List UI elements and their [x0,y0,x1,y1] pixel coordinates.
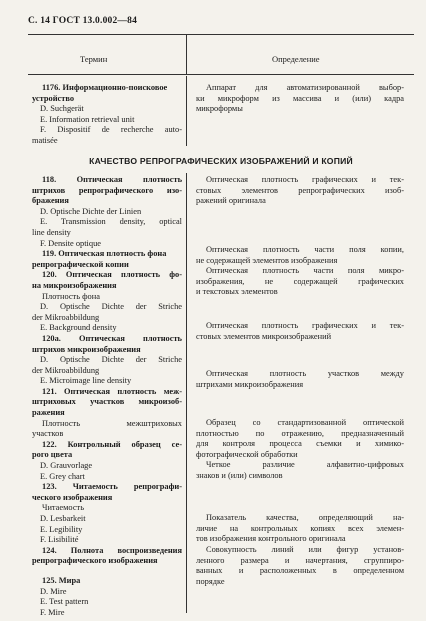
term-122-title-cont: рого цвета [32,450,73,460]
definition-1176-line: микроформы [196,104,243,114]
definition-line: тов изображения контрольного оригинала [196,534,346,544]
term-120a-de-cont: der Mikroabbildung [32,365,100,375]
term-122-title: 122. Контрольный образец се- [42,439,182,449]
term-120a-de: D. Optische Dichte der Striche [40,355,182,365]
definition-1176-line: ки микроформ из массива и (или) кадра [196,93,404,103]
term-119-title: 119. Оптическая плотность фона [42,249,167,259]
term-125-title: 125. Мира [42,575,81,585]
column-divider-top [186,76,187,146]
definition-123 [196,460,404,481]
definition-125 [196,545,404,587]
term-118-title-cont: бражения [32,196,69,206]
term-1176-fr: F. Dispositif de recherche auto- [40,125,182,135]
term-118-title: 118. Оптическая плотность [42,175,182,184]
term-1176 [32,83,182,147]
term-121-synonym: Плотность межштриховых [42,418,182,428]
term-120-de-cont: der Mikroabbildung [32,312,100,322]
term-121-title-cont: штриховых участков микроизоб- [32,397,182,407]
term-120-en: E. Background density [40,323,117,333]
term-119-title-cont: репрографической копии [32,259,129,269]
term-123-de: D. Lesbarkeit [40,514,86,523]
definition-line: порядке [196,576,225,586]
term-123-title-cont: ческого изображения [32,492,113,502]
term-1176-fr-cont: matisée [32,135,58,145]
definition-line: Показатель качества, определяющий на- [206,513,404,522]
definition-line: штрихами микроизображения [196,379,304,389]
definition-line: Оптическая плотность графических и тек- [206,175,404,184]
term-124-title: 124. Полнота воспроизведения [42,545,182,555]
definition-1176 [196,83,404,115]
term-121-title-cont: ражения [32,408,65,418]
definition-120 [196,266,404,298]
section-title: КАЧЕСТВО РЕПРОГРАФИЧЕСКИХ ИЗОБРАЖЕНИЙ И КОПИЙ [89,156,353,166]
definition-124 [196,513,404,545]
term-123-title: 123. Читаемость репрографи- [42,482,182,492]
definition-line: ванных и расположенных в определенном [196,566,404,576]
term-123-fr: F. Lisibilité [40,535,79,545]
table-header-rule [28,74,414,75]
definition-line: не содержащей элементов изображения [196,255,338,265]
term-118-title-cont: штрихов репрографического изо- [32,185,182,195]
definition-line: знаков и (или) символов [196,470,283,480]
term-120-de: D. Optische Dichte der Striche [40,302,182,312]
term-118-de: D. Optische Dichte der Linien [40,206,142,216]
term-125-fr: F. Mire [40,607,65,617]
definition-line: Совокупность линий или фигур установ- [206,545,404,554]
definition-line: ражений оригинала [196,196,266,206]
term-122-de: D. Grauvorlage [40,461,93,471]
term-125-en: E. Test pattern [40,597,89,607]
term-1176-en: E. Information retrieval unit [40,114,135,124]
term-120-title: 120. Оптическая плотность фо- [42,270,182,280]
term-120a-title: 120а. Оптическая плотность [42,333,182,343]
page-header: С. 14 ГОСТ 13.0.002—84 [28,16,138,26]
definition-line: для контроля процесса съемки и химико- [196,439,404,449]
definition-line: Четкое различие алфавитно-цифровых [206,460,404,469]
definition-line: Образец со стандартизованной оптической [206,418,404,427]
table-top-rule [28,34,414,35]
term-1176-title-cont: устройство [32,93,75,103]
definition-line: Оптическая плотность графических и тек- [206,321,404,330]
column-header-definition: Определение [272,54,320,64]
definition-line: Оптическая плотность части поля копии, [206,245,404,254]
definition-122 [196,418,404,460]
term-124-title-cont: репрографического изображения [32,556,158,566]
definition-line: личие на контрольных копиях всех элемен- [196,523,404,533]
term-120-title-cont: на микроизображения [32,280,117,290]
definition-line: фотографической обработки [196,449,298,459]
term-118-en: E. Transmission density, optical [40,217,182,227]
header-column-divider [186,34,187,74]
term-123-synonym: Читаемость [42,503,85,513]
term-118-fr: F. Densite optique [40,238,101,248]
definition-line: плотностью по отражению, предназначенный [196,428,404,438]
definition-121 [196,369,404,390]
definition-118 [196,175,404,207]
definition-line: Оптическая плотность части поля микро- [206,266,404,275]
definition-line: стовых элементов микроизображений [196,331,332,341]
definition-120a [196,321,404,342]
definition-1176-line: Аппарат для автоматизированной выбор- [206,83,404,92]
column-divider-main [186,173,187,613]
definition-line: стовых элементов репрографических изоб- [196,185,404,195]
definition-line: Оптическая плотность участков между [206,369,404,378]
definition-119 [196,245,404,266]
term-121-title: 121. Оптическая плотность меж- [42,386,182,396]
term-1176-de: D. Suchgerät [40,104,84,114]
term-1176-title: 1176. Информационно-поисковое [42,83,168,92]
definition-line: изображения, не содержащей графических [196,276,404,286]
term-118-en-cont: line density [32,227,71,237]
term-120-synonym: Плотность фона [42,291,100,301]
terms-column [32,175,182,618]
term-120a-en: E. Microimage line density [40,376,132,386]
definition-line: ленного размера и начертания, сгруппиро- [196,555,404,565]
definition-line: и текстовых элементов [196,287,278,297]
term-121-synonym-cont: участков [32,429,64,439]
term-123-en: E. Legibility [40,524,83,534]
term-125-de: D. Mire [40,586,67,596]
column-header-term: Термин [80,54,108,64]
term-122-en: E. Grey chart [40,471,85,481]
term-120a-title-cont: штрихов микроизображения [32,344,141,354]
